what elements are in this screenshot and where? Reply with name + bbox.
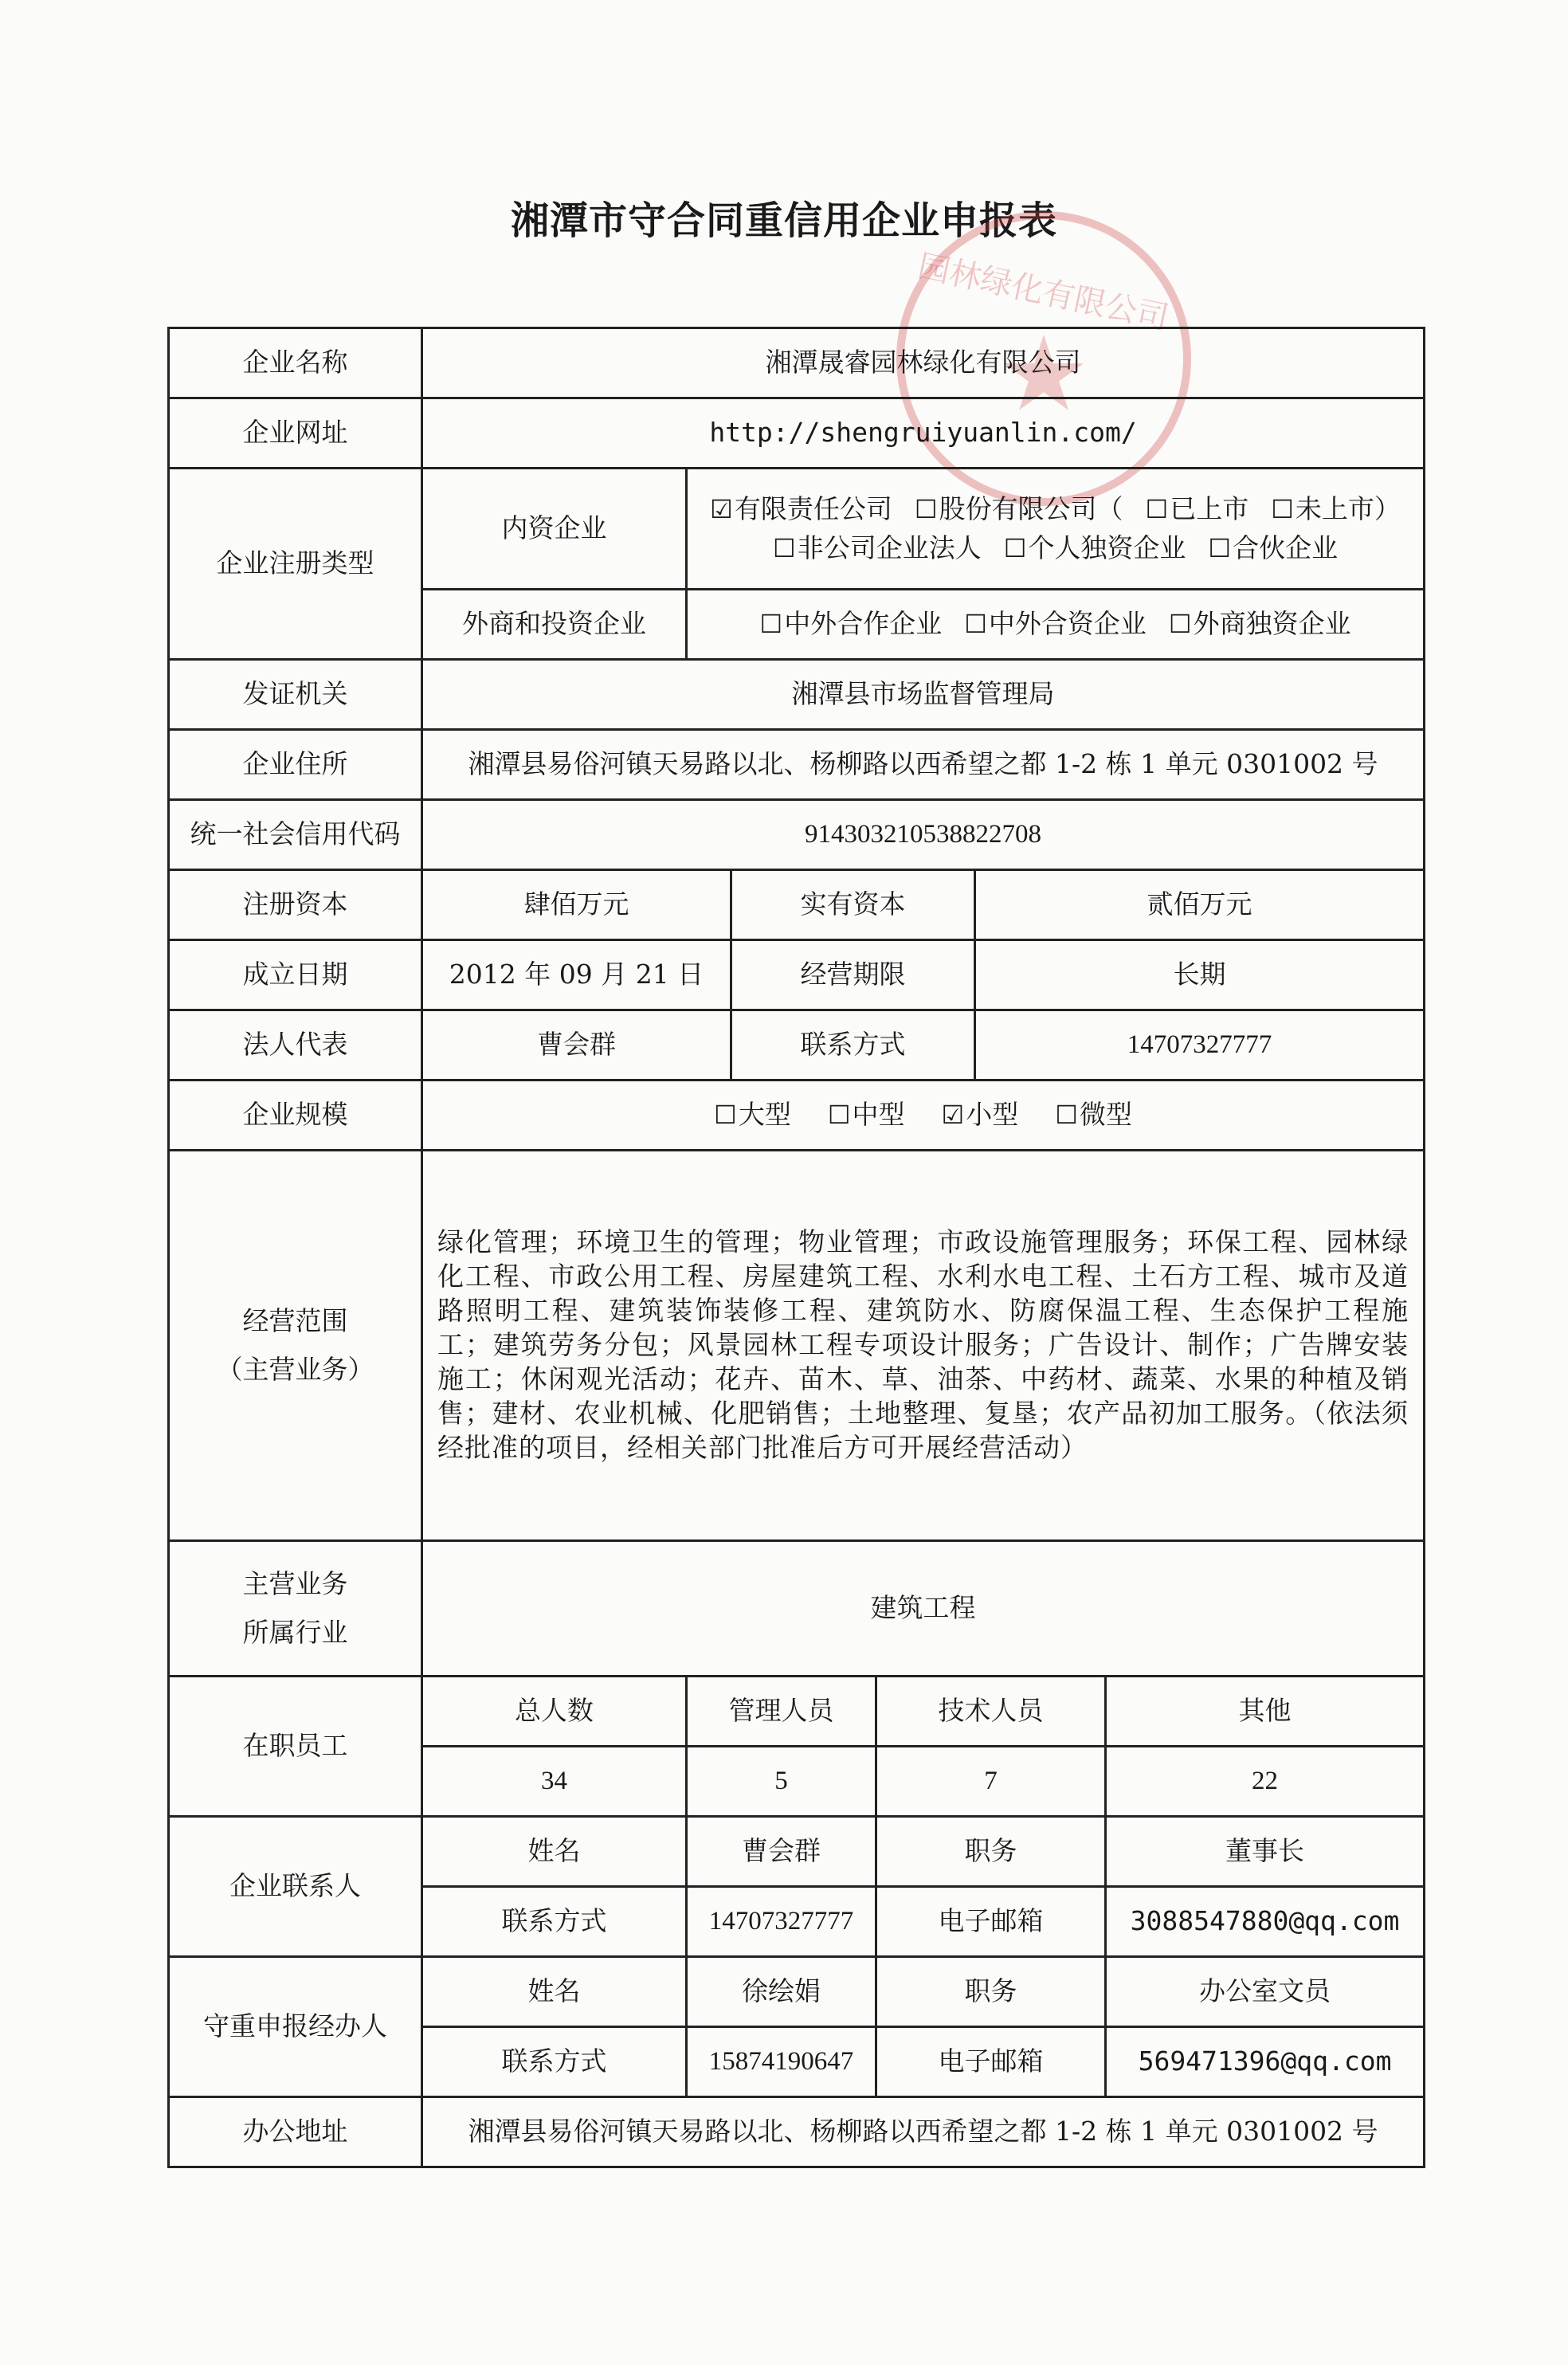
registered-capital-value: 肆佰万元 <box>422 870 731 940</box>
application-form-table <box>167 327 1425 2168</box>
contact-email-value: 3088547880@qq.com <box>1106 1887 1425 1957</box>
industry-label-line2: 所属行业 <box>242 1616 348 1648</box>
form-title: 湘潭市守合同重信用企业申报表 <box>510 198 1057 243</box>
scope-label <box>169 1151 422 1541</box>
foreign-enterprise-label: 外商和投资企业 <box>422 590 687 660</box>
checkbox-icon[interactable]: ☐ <box>1271 493 1294 524</box>
registration-type-label: 企业注册类型 <box>169 469 422 660</box>
contact-name-value: 曹会群 <box>687 1817 876 1887</box>
domestic-options <box>687 469 1425 590</box>
scale-option-3[interactable] <box>1055 1098 1132 1132</box>
scale-option-label: 中型 <box>852 1099 905 1131</box>
domestic-option-label: 股份有限公司（ <box>939 492 1123 524</box>
row-office <box>169 2097 1425 2167</box>
handler-name-value: 徐绘娟 <box>687 1957 876 2027</box>
handler-title-value: 办公室文员 <box>1106 1957 1425 2027</box>
checkbox-icon[interactable]: ☐ <box>964 609 987 640</box>
domestic-option-4[interactable] <box>773 531 982 566</box>
domestic-options-list <box>694 486 1417 572</box>
seal-text: 园林绿化有限公司 <box>914 248 1172 337</box>
checkbox-icon[interactable]: ☐ <box>1145 493 1169 524</box>
checkbox-icon[interactable]: ☐ <box>1003 532 1027 563</box>
domestic-option-1[interactable] <box>915 492 1123 527</box>
staff-header-total: 总人数 <box>422 1677 687 1747</box>
row-legal-rep <box>169 1010 1425 1081</box>
row-company-name <box>169 328 1425 398</box>
staff-header-management: 管理人员 <box>687 1677 876 1747</box>
contact-name-label: 姓名 <box>422 1817 687 1887</box>
row-established <box>169 940 1425 1010</box>
row-registration-domestic <box>169 469 1425 590</box>
contact-title-value: 董事长 <box>1106 1817 1425 1887</box>
website-label: 企业网址 <box>169 398 422 469</box>
scale-option-label: 小型 <box>966 1099 1019 1131</box>
website-value: http://shengruiyuanlin.com/ <box>422 398 1425 469</box>
domestic-option-label: 个人独资企业 <box>1028 531 1186 563</box>
established-value: 2012 年 09 月 21 日 <box>422 940 731 1010</box>
domestic-option-5[interactable] <box>1004 531 1186 566</box>
scale-option-1[interactable] <box>828 1098 905 1132</box>
foreign-option-label: 中外合作企业 <box>784 608 943 640</box>
domestic-option-0[interactable] <box>710 492 892 527</box>
contact-email-label: 电子邮箱 <box>876 1887 1106 1957</box>
scope-label-line1: 经营范围 <box>242 1304 348 1336</box>
contact-person-label: 企业联系人 <box>169 1817 422 1957</box>
issuer-label: 发证机关 <box>169 660 422 730</box>
row-address <box>169 730 1425 800</box>
row-scope <box>169 1151 1425 1541</box>
checkbox-icon[interactable]: ☐ <box>759 609 783 640</box>
contact-phone-label: 联系方式 <box>422 1887 687 1957</box>
staff-technical-value: 7 <box>876 1747 1106 1817</box>
staff-label: 在职员工 <box>169 1677 422 1817</box>
row-handler-name <box>169 1957 1425 2027</box>
checkbox-icon[interactable]: ☐ <box>914 493 938 524</box>
checkbox-icon[interactable]: ☐ <box>1055 1100 1078 1131</box>
handler-email-label: 电子邮箱 <box>876 2027 1106 2097</box>
staff-other-value: 22 <box>1106 1747 1425 1817</box>
foreign-option-2[interactable] <box>1169 607 1351 641</box>
domestic-enterprise-label: 内资企业 <box>422 469 687 590</box>
row-issuer <box>169 660 1425 730</box>
foreign-option-label: 中外合资企业 <box>988 608 1147 640</box>
handler-title-label: 职务 <box>876 1957 1106 2027</box>
legal-rep-value: 曹会群 <box>422 1010 731 1081</box>
address-label: 企业住所 <box>169 730 422 800</box>
row-website <box>169 398 1425 469</box>
paid-capital-value: 贰佰万元 <box>975 870 1425 940</box>
scope-label-line2: （主营业务） <box>216 1353 374 1385</box>
foreign-options-list <box>694 601 1417 648</box>
domestic-option-label: 合伙企业 <box>1233 531 1339 563</box>
industry-label-line1: 主营业务 <box>242 1567 348 1599</box>
domestic-option-2[interactable] <box>1146 492 1249 527</box>
foreign-option-1[interactable] <box>964 607 1147 641</box>
scale-label: 企业规模 <box>169 1081 422 1151</box>
scale-options <box>422 1081 1425 1151</box>
contact-phone-value: 14707327777 <box>687 1887 876 1957</box>
address-value: 湘潭县易俗河镇天易路以北、杨柳路以西希望之都 1-2 栋 1 单元 0301002 号 <box>422 730 1425 800</box>
foreign-options <box>687 590 1425 660</box>
contact-title-label: 职务 <box>876 1817 1106 1887</box>
handler-email-value: 569471396@qq.com <box>1106 2027 1425 2097</box>
industry-label <box>169 1541 422 1677</box>
foreign-option-label: 外商独资企业 <box>1193 608 1351 640</box>
scale-option-label: 微型 <box>1079 1099 1132 1131</box>
seal-star-icon: ★ <box>997 313 1091 434</box>
row-credit-code <box>169 800 1425 870</box>
domestic-option-6[interactable] <box>1208 531 1338 566</box>
term-value: 长期 <box>975 940 1425 1010</box>
domestic-option-label: 非公司企业法人 <box>797 531 982 563</box>
credit-code-label: 统一社会信用代码 <box>169 800 422 870</box>
legal-rep-contact-value: 14707327777 <box>975 1010 1425 1081</box>
scope-value: 绿化管理；环境卫生的管理；物业管理；市政设施管理服务；环保工程、园林绿化工程、市政公用工程、房屋建筑工程、水利水电工程、土石方工程、城市及道路照明工程、建筑装饰装修工程、建筑防水、防腐保温工程、生态保护工程施工；建筑劳务分包；风景园林工程专项设计服务；广告设计、制作；广告牌安装施工；休闲观光活动；花卉、苗木、草、油茶、中药材、蔬菜、水果的种植及销售；建材、农业机械、化肥销售；土地整理、复垦；农产品初加工服务。（依法须经批准的项目，经相关部门批准后方可开展经营活动） <box>422 1151 1425 1541</box>
issuer-value: 湘潭县市场监督管理局 <box>422 660 1425 730</box>
handler-phone-label: 联系方式 <box>422 2027 687 2097</box>
office-value: 湘潭县易俗河镇天易路以北、杨柳路以西希望之都 1-2 栋 1 单元 0301002 号 <box>422 2097 1425 2167</box>
handler-phone-value: 15874190647 <box>687 2027 876 2097</box>
checkbox-icon[interactable]: ☐ <box>1208 532 1232 563</box>
company-name-label: 企业名称 <box>169 328 422 398</box>
office-label: 办公地址 <box>169 2097 422 2167</box>
row-staff-headers <box>169 1677 1425 1747</box>
checked-box-icon[interactable]: ☑ <box>941 1100 965 1131</box>
credit-code-value: 914303210538822708 <box>422 800 1425 870</box>
handler-name-label: 姓名 <box>422 1957 687 2027</box>
paid-capital-label: 实有资本 <box>731 870 975 940</box>
row-capital <box>169 870 1425 940</box>
legal-rep-label: 法人代表 <box>169 1010 422 1081</box>
industry-value: 建筑工程 <box>422 1541 1425 1677</box>
staff-total-value: 34 <box>422 1747 687 1817</box>
checkbox-icon[interactable]: ☐ <box>827 1100 851 1131</box>
scale-option-label: 大型 <box>738 1099 791 1131</box>
staff-header-technical: 技术人员 <box>876 1677 1106 1747</box>
row-scale <box>169 1081 1425 1151</box>
registered-capital-label: 注册资本 <box>169 870 422 940</box>
company-name-value: 湘潭晟睿园林绿化有限公司 <box>422 328 1425 398</box>
domestic-option-3[interactable] <box>1271 492 1401 527</box>
scale-option-0[interactable] <box>714 1098 791 1132</box>
scale-options-list <box>429 1092 1417 1139</box>
staff-header-other: 其他 <box>1106 1677 1425 1747</box>
domestic-option-label: 未上市） <box>1295 492 1401 524</box>
established-label: 成立日期 <box>169 940 422 1010</box>
checkbox-icon[interactable]: ☐ <box>773 532 796 563</box>
legal-rep-contact-label: 联系方式 <box>731 1010 975 1081</box>
checked-box-icon[interactable]: ☑ <box>710 493 733 524</box>
row-industry <box>169 1541 1425 1677</box>
domestic-option-label: 已上市 <box>1170 492 1249 524</box>
foreign-option-0[interactable] <box>760 607 943 641</box>
scale-option-2[interactable] <box>942 1098 1019 1132</box>
checkbox-icon[interactable]: ☐ <box>1168 609 1192 640</box>
row-contact-name <box>169 1817 1425 1887</box>
term-label: 经营期限 <box>731 940 975 1010</box>
domestic-option-label: 有限责任公司 <box>734 492 892 524</box>
checkbox-icon[interactable]: ☐ <box>714 1100 737 1131</box>
staff-management-value: 5 <box>687 1747 876 1817</box>
handler-label: 守重申报经办人 <box>169 1957 422 2097</box>
